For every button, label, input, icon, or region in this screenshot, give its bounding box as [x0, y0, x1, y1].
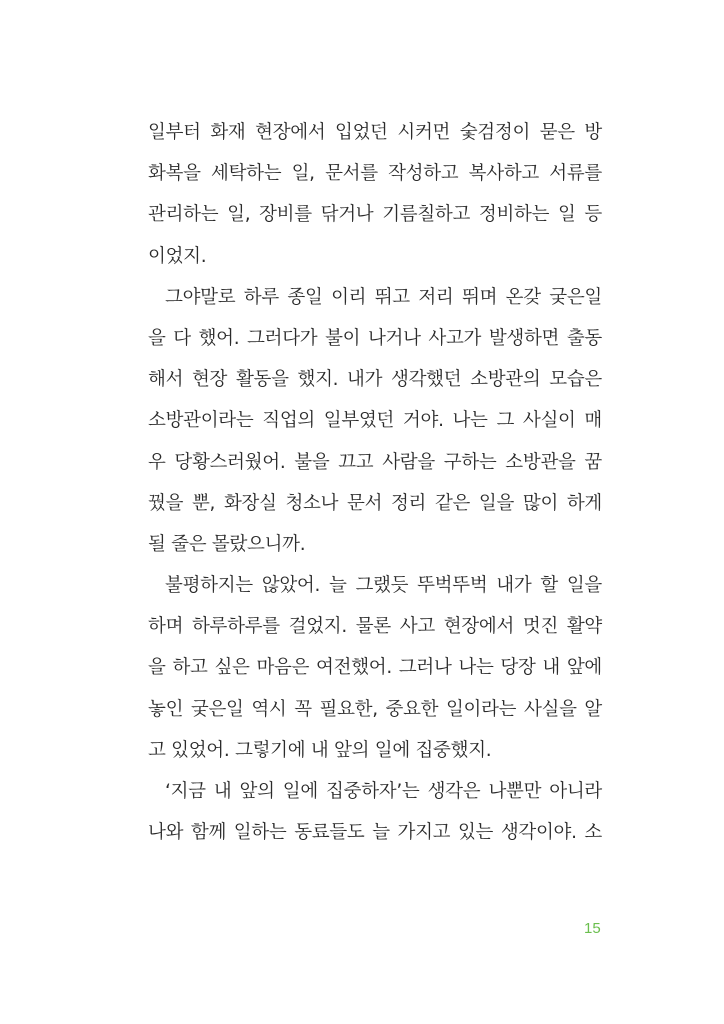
text-line: 나와 함께 일하는 동료들도 늘 가지고 있는 생각이야. 소 — [148, 822, 602, 844]
text-line: 관리하는 일, 장비를 닦거나 기름칠하고 정비하는 일 등 — [148, 204, 602, 226]
text-line: 을 하고 싶은 마음은 여전했어. 그러나 나는 당장 내 앞에 — [148, 657, 602, 679]
text-line: 을 다 했어. 그러다가 불이 나거나 사고가 발생하면 출동 — [148, 327, 602, 349]
text-line: 하며 하루하루를 걸었지. 물론 사고 현장에서 멋진 활약 — [148, 616, 602, 638]
text-line: 일부터 화재 현장에서 입었던 시커먼 숯검정이 묻은 방 — [148, 122, 602, 143]
text-line: 놓인 궂은일 역시 꼭 필요한, 중요한 일이라는 사실을 알 — [148, 698, 602, 720]
text-line: 고 있었어. 그렇기에 내 앞의 일에 집중했지. — [148, 739, 492, 761]
text-line: 될 줄은 몰랐으니까. — [148, 533, 306, 555]
text-line: 우 당황스러웠어. 불을 끄고 사람을 구하는 소방관을 꿈 — [148, 451, 602, 473]
text-line: 꿨을 뿐, 화장실 청소나 문서 정리 같은 일을 많이 하게 — [148, 492, 602, 514]
paragraph-first-line: ‘지금 내 앞의 일에 집중하자’는 생각은 나뿐만 아니라 — [165, 781, 602, 802]
text-line: 화복을 세탁하는 일, 문서를 작성하고 복사하고 서류를 — [148, 163, 602, 185]
text-line: 해서 현장 활동을 했지. 내가 생각했던 소방관의 모습은 — [148, 369, 602, 391]
text-line: 소방관이라는 직업의 일부였던 거야. 나는 그 사실이 매 — [148, 410, 602, 432]
page-number: 15 — [584, 920, 601, 937]
body-text — [148, 112, 602, 853]
paragraph-first-line: 불평하지는 않았어. 늘 그랬듯 뚜벅뚜벅 내가 할 일을 — [165, 575, 602, 597]
text-line: 이었지. — [148, 245, 207, 267]
paragraph-first-line: 그야말로 하루 종일 이리 뛰고 저리 뛰며 온갖 궂은일 — [165, 286, 602, 308]
